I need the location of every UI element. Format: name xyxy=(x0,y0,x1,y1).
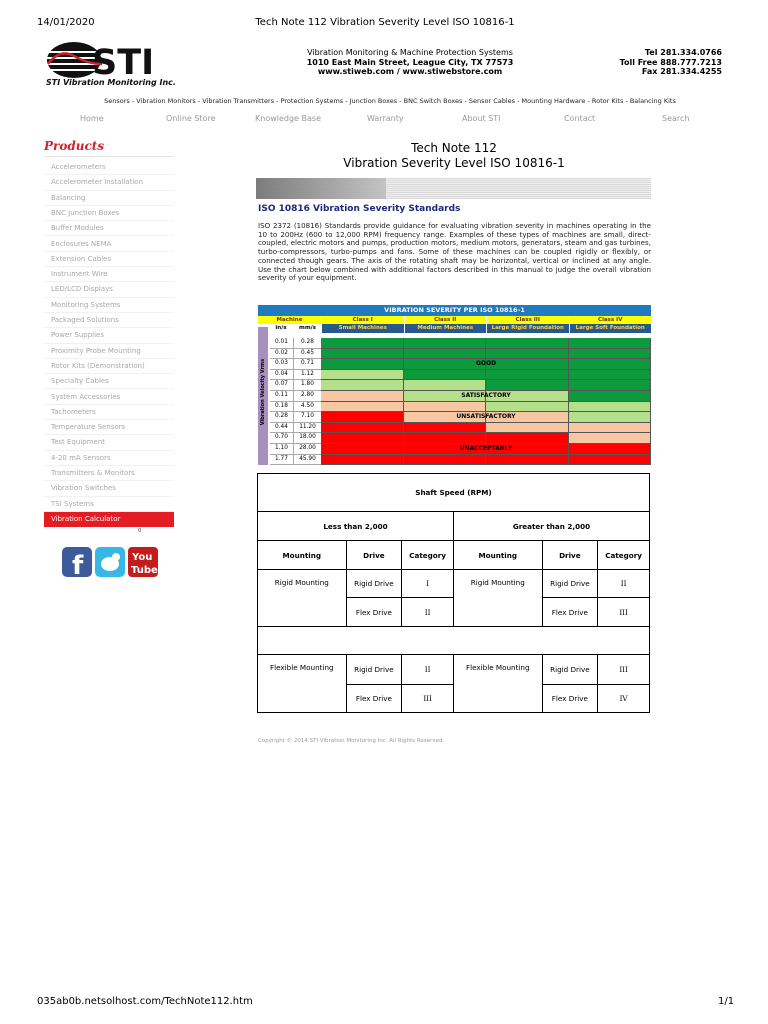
col-mounting: Mounting xyxy=(258,541,347,570)
zone-cell-satisfactory xyxy=(321,370,404,381)
zone-cell-unsatisfactory xyxy=(404,402,487,413)
greater-than-header: Greater than 2,000 xyxy=(453,512,649,541)
drive-cell: Rigid Drive xyxy=(542,655,598,685)
zone-label-unacceptable: UNACCEPTABLE xyxy=(459,445,513,452)
row-in-value: 0.02 xyxy=(270,349,294,360)
zone-cell-good xyxy=(486,380,569,391)
row-in-value: 0.18 xyxy=(270,402,294,413)
print-date: 14/01/2020 xyxy=(37,17,95,28)
main-nav xyxy=(80,114,690,126)
zone-cell-satisfactory xyxy=(404,380,487,391)
zone-cell-unacceptable xyxy=(404,455,487,466)
nav-warranty[interactable]: Warranty xyxy=(367,114,404,123)
zone-cell-unsatisfactory xyxy=(321,402,404,413)
row-in-value: 1.10 xyxy=(270,444,294,455)
class-name: Class III xyxy=(486,316,569,324)
youtube-icon[interactable] xyxy=(128,547,158,577)
sidebar-item[interactable]: Temperature Sensors xyxy=(44,420,174,435)
zone-label-satisfactory: SATISFACTORY xyxy=(461,392,511,399)
zone-cell-good xyxy=(404,338,487,349)
sidebar-item[interactable]: Vibration Calculator xyxy=(44,512,174,527)
row-mm-value: 0.71 xyxy=(294,359,321,370)
intro-paragraph: ISO 2372 (10816) Standards provide guidance for evaluating vibration severity in machines operating in the 10 to 200Hz (600 to 12,000 RPM) frequency range. Examples of these types of machines are small, direct-coupled, electric motors and pumps, production motors, medium motors, generators, steam and gas turbines, turbo-compressors, turbo-pumps and fans. Some of these machines can be coupled rigidly or flexibly, or connected though gears. The axis of the rotating shaft may be horizontal, vertical or inclined at any angle. Use the chart below combined with additional factors described in this manual to judge the overall vibration severity of your equipment. xyxy=(258,221,651,283)
category-cell: III xyxy=(598,598,650,627)
row-mm-value: 0.45 xyxy=(294,349,321,360)
drive-cell: Flex Drive xyxy=(542,685,598,713)
row-mm-value: 1.80 xyxy=(294,380,321,391)
drive-cell: Rigid Drive xyxy=(542,570,598,598)
shaft-title: Shaft Speed (RPM) xyxy=(258,474,650,512)
zone-cell-unacceptable xyxy=(404,433,487,444)
logo-subtitle: STI Vibration Monitoring Inc. xyxy=(46,78,176,87)
class-desc: Large Soft Foundation xyxy=(569,324,652,333)
row-mm-value: 2.80 xyxy=(294,391,321,402)
class-desc: Small Machines xyxy=(321,324,404,333)
drive-cell: Flex Drive xyxy=(346,598,402,627)
sidebar-item[interactable]: Buffer Modules xyxy=(44,221,174,236)
sidebar-item[interactable]: TSI Systems xyxy=(44,497,174,512)
nav-contact[interactable]: Contact xyxy=(564,114,596,123)
class-name: Class II xyxy=(404,316,487,324)
zone-cell-unacceptable xyxy=(486,455,569,466)
zone-label-good: GOOD xyxy=(475,360,497,368)
category-cell: II xyxy=(598,570,650,598)
zone-cell-unacceptable xyxy=(321,433,404,444)
zone-cell-unacceptable xyxy=(569,455,652,466)
row-mm-value: 28.00 xyxy=(294,444,321,455)
row-mm-value: 18.00 xyxy=(294,433,321,444)
category-cell: II xyxy=(402,655,454,685)
unit-in: in/s xyxy=(275,325,287,331)
col-drive: Drive xyxy=(542,541,598,570)
company-street: 1010 East Main Street, League City, TX 77573 xyxy=(306,57,514,67)
flexible-mounting-cell: Flexible Mounting xyxy=(258,655,347,713)
sidebar-item[interactable]: Test Equipment xyxy=(44,435,174,450)
zone-cell-good xyxy=(404,349,487,360)
category-cell: III xyxy=(598,655,650,685)
phone-fax: Fax 281.334.4255 xyxy=(641,67,722,76)
zone-cell-satisfactory xyxy=(321,380,404,391)
section-heading: ISO 10816 Vibration Severity Standards xyxy=(258,204,461,214)
sidebar-item[interactable]: BNC Junction Boxes xyxy=(44,206,174,221)
zone-cell-unsatisfactory xyxy=(569,433,652,444)
page-title: Tech Note 112 xyxy=(411,141,497,155)
phone-tollfree: Toll Free 888.777.7213 xyxy=(619,57,722,67)
zone-cell-good xyxy=(486,349,569,360)
page-subtitle: Vibration Severity Level ISO 10816-1 xyxy=(343,156,565,170)
row-in-value: 0.11 xyxy=(270,391,294,402)
row-mm-value: 4.50 xyxy=(294,402,321,413)
severity-chart xyxy=(258,305,651,465)
sidebar-item[interactable]: Instrument Wire xyxy=(44,267,174,282)
rigid-mounting-cell: Rigid Mounting xyxy=(258,570,347,627)
zone-cell-good xyxy=(486,370,569,381)
row-mm-value: 45.90 xyxy=(294,455,321,466)
row-in-value: 0.04 xyxy=(270,370,294,381)
print-page: 1/1 xyxy=(718,996,735,1007)
col-mounting: Mounting xyxy=(453,541,542,570)
category-cell: I xyxy=(402,570,454,598)
company-address xyxy=(290,48,530,77)
zone-cell-satisfactory xyxy=(486,402,569,413)
sidebar-divider xyxy=(44,156,174,157)
category-cell: III xyxy=(402,685,454,713)
zone-cell-good xyxy=(321,349,404,360)
zone-cell-unacceptable xyxy=(404,423,487,434)
facebook-icon[interactable] xyxy=(62,547,92,579)
col-drive: Drive xyxy=(346,541,402,570)
col-category: Category xyxy=(598,541,650,570)
zone-cell-good xyxy=(569,370,652,381)
rigid-mounting-cell: Rigid Mounting xyxy=(453,570,542,627)
svg-text:You: You xyxy=(132,552,153,563)
col-category: Category xyxy=(402,541,454,570)
zone-cell-good xyxy=(321,338,404,349)
print-title: Tech Note 112 Vibration Severity Level ISO 10816-1 xyxy=(255,17,515,28)
zone-cell-unacceptable xyxy=(321,423,404,434)
nav-knowledge-base[interactable]: Knowledge Base xyxy=(255,114,321,123)
sidebar-item[interactable]: Rotor Kits (Demonstration) xyxy=(44,359,174,374)
zone-cell-unsatisfactory xyxy=(486,423,569,434)
zone-cell-good xyxy=(569,380,652,391)
row-mm-value: 0.28 xyxy=(294,338,321,349)
drive-cell: Rigid Drive xyxy=(346,655,402,685)
sidebar-item[interactable]: Power Supplies xyxy=(44,328,174,343)
category-links[interactable]: Sensors - Vibration Monitors - Vibration Transmitters - Protection Systems - Junction Boxes - BNC Switch Boxes - Sensor Cables - Mounting Hardware - Rotor Kits - Balancing Kits xyxy=(104,97,676,105)
class-desc: Medium Machines xyxy=(404,324,487,333)
company-websites[interactable]: www.stiweb.com / www.stiwebstore.com xyxy=(317,67,503,76)
company-phones xyxy=(590,48,722,77)
sidebar-item[interactable]: Packaged Solutions xyxy=(44,313,174,328)
drive-cell: Flex Drive xyxy=(542,598,598,627)
sidebar-item[interactable]: 4-20 mA Sensors xyxy=(44,451,174,466)
nav-home[interactable]: Home xyxy=(80,114,104,123)
row-mm-value: 11.20 xyxy=(294,423,321,434)
sidebar-item[interactable]: Tachometers xyxy=(44,405,174,420)
sidebar-item[interactable]: Balancing xyxy=(44,191,174,206)
zone-cell-good xyxy=(569,338,652,349)
shaft-speed-table xyxy=(257,473,650,713)
sidebar-item[interactable]: LED/LCD Displays xyxy=(44,282,174,297)
row-in-value: 1.77 xyxy=(270,455,294,466)
row-mm-value: 7.10 xyxy=(294,412,321,423)
row-in-value: 0.44 xyxy=(270,423,294,434)
nav-online-store[interactable]: Online Store xyxy=(166,114,216,123)
products-heading: Products xyxy=(44,139,105,153)
machine-label: Machine xyxy=(258,316,321,324)
severity-chart-title: VIBRATION SEVERITY PER ISO 10816-1 xyxy=(258,305,651,316)
sidebar-item[interactable]: Transmitters & Monitors xyxy=(44,466,174,481)
sidebar-item[interactable]: Accelerometer Installation xyxy=(44,175,174,190)
sidebar-item[interactable]: Specialty Cables xyxy=(44,374,174,389)
row-mm-value: 1.12 xyxy=(294,370,321,381)
decorative-banner xyxy=(256,178,651,199)
visit-counter: 0 xyxy=(138,528,142,534)
row-in-value: 0.01 xyxy=(270,338,294,349)
nav-search[interactable]: Search xyxy=(662,114,690,123)
zone-cell-unacceptable xyxy=(321,455,404,466)
row-in-value: 0.28 xyxy=(270,412,294,423)
axis-label: Vibration Velocity Vrms xyxy=(258,327,268,465)
class-name: Class I xyxy=(321,316,404,324)
zone-cell-unsatisfactory xyxy=(569,423,652,434)
phone-tel: Tel 281.334.0766 xyxy=(644,48,722,57)
print-url: 035ab0b.netsolhost.com/TechNote112.htm xyxy=(37,996,253,1007)
row-in-value: 0.03 xyxy=(270,359,294,370)
zone-cell-good xyxy=(486,338,569,349)
unit-mm: mm/s xyxy=(298,325,317,331)
sidebar-item[interactable]: Accelerometers xyxy=(44,160,174,175)
drive-cell: Rigid Drive xyxy=(346,570,402,598)
zone-label-unsatisfactory: UNSATISFACTORY xyxy=(456,413,516,421)
social-links xyxy=(62,545,158,579)
drive-cell: Flex Drive xyxy=(346,685,402,713)
less-than-header: Less than 2,000 xyxy=(258,512,454,541)
logo-text: STI xyxy=(92,43,155,83)
nav-about[interactable]: About STI xyxy=(462,114,501,123)
row-in-value: 0.70 xyxy=(270,433,294,444)
zone-cell-good xyxy=(569,349,652,360)
class-desc: Large Rigid Foundation xyxy=(486,324,569,333)
sidebar-item[interactable]: Vibration Switches xyxy=(44,481,174,496)
sidebar-item[interactable]: Extension Cables xyxy=(44,252,174,267)
sidebar-item[interactable]: Monitoring Systems xyxy=(44,298,174,313)
flexible-mounting-cell: Flexible Mounting xyxy=(453,655,542,713)
company-tagline: Vibration Monitoring & Machine Protection Systems xyxy=(307,48,513,57)
zone-cell-unacceptable xyxy=(486,433,569,444)
sidebar-item[interactable]: Proximity Probe Mounting xyxy=(44,344,174,359)
twitter-icon[interactable] xyxy=(95,547,125,577)
row-in-value: 0.07 xyxy=(270,380,294,391)
zone-cell-satisfactory xyxy=(569,402,652,413)
spacer-row xyxy=(258,627,650,655)
category-cell: IV xyxy=(598,685,650,713)
class-name: Class IV xyxy=(569,316,652,324)
svg-text:f: f xyxy=(72,551,84,579)
copyright: Copyright © 2014 STI Vibration Monitoring Inc. All Rights Reserved. xyxy=(258,738,445,744)
svg-text:Tube: Tube xyxy=(131,565,158,576)
sidebar-item[interactable]: Enclosures NEMA xyxy=(44,237,174,252)
sidebar-item[interactable]: System Accessories xyxy=(44,390,174,405)
category-cell: II xyxy=(402,598,454,627)
zone-cell-good xyxy=(404,370,487,381)
